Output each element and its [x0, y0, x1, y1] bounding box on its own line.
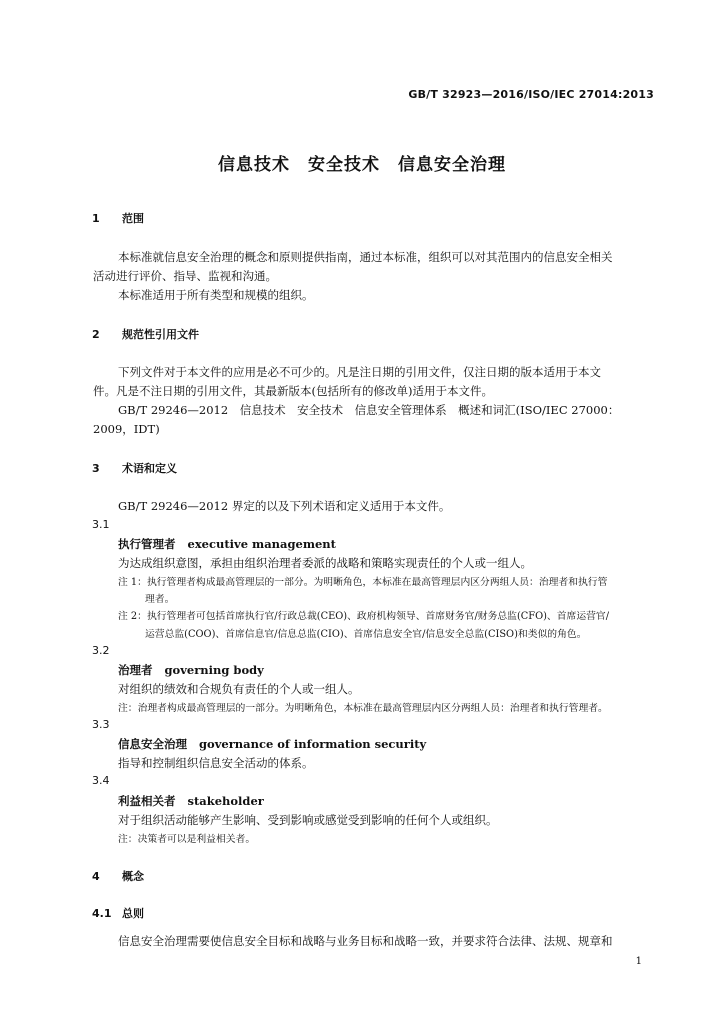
section-2-paragraph-1-line-2: 件。凡是不注日期的引用文件，其最新版本(包括所有的修改单)适用于本文件。	[93, 384, 493, 398]
section-title: 概念	[122, 870, 144, 883]
normative-reference-line-1: GB/T 29246—2012 信息技术 安全技术 信息安全管理体系 概述和词汇(ISO/IEC 27000：	[118, 403, 620, 417]
term-heading	[118, 736, 426, 752]
section-4-1-paragraph-line-1: 信息安全治理需要使信息安全目标和战略与业务目标和战略一致，并要求符合法律、法规、规章和	[118, 934, 613, 948]
term-chinese: 信息安全治理	[118, 737, 187, 751]
term-note-1-line-2: 理者。	[145, 594, 175, 605]
section-title: 规范性引用文件	[122, 328, 199, 341]
term-chinese: 利益相关者	[118, 794, 176, 808]
term-heading	[118, 662, 264, 678]
section-number: 2	[92, 328, 100, 341]
subsection-4-1-heading	[92, 905, 144, 921]
section-3-intro: GB/T 29246—2012 界定的以及下列术语和定义适用于本文件。	[118, 499, 451, 513]
section-1-paragraph-2: 本标准适用于所有类型和规模的组织。	[118, 288, 314, 302]
term-number: 3.1	[92, 518, 110, 531]
subsection-number: 4.1	[92, 907, 112, 920]
term-note: 注：决策者可以是利益相关者。	[118, 834, 256, 845]
term-note-2-line-2: 运营总监(COO)、首席信息官/信息总监(CIO)、首席信息安全官/信息安全总监(CISO)和类似的角色。	[145, 629, 587, 640]
term-heading	[118, 536, 336, 552]
section-1-heading	[92, 210, 144, 226]
section-1-paragraph-1-line-2: 活动进行评价、指导、监视和沟通。	[93, 269, 277, 283]
term-english: executive management	[187, 537, 336, 551]
section-2-paragraph-1-line-1: 下列文件对于本文件的应用是必不可少的。凡是注日期的引用文件，仅注日期的版本适用于本文	[118, 365, 601, 379]
term-definition: 对于组织活动能够产生影响、受到影响或感觉受到影响的任何个人或组织。	[118, 813, 498, 827]
term-english: governing body	[164, 663, 264, 677]
term-number: 3.2	[92, 644, 110, 657]
section-title: 术语和定义	[122, 462, 177, 475]
section-3-heading	[92, 460, 177, 476]
term-chinese: 治理者	[118, 663, 153, 677]
section-4-heading	[92, 868, 144, 884]
section-number: 4	[92, 870, 100, 883]
standard-number: GB/T 32923—2016/ISO/IEC 27014:2013	[408, 88, 654, 101]
term-english: stakeholder	[187, 794, 264, 808]
page-number: 1	[635, 956, 642, 967]
term-definition: 对组织的绩效和合规负有责任的个人或一组人。	[118, 682, 360, 696]
section-title: 范围	[122, 212, 144, 225]
term-note-2-line-1: 注 2：执行管理者可包括首席执行官/行政总裁(CEO)、政府机构领导、首席财务官/财务总监(CFO)、首席运营官/	[118, 611, 610, 622]
term-chinese: 执行管理者	[118, 537, 176, 551]
term-note-1-line-1: 注 1：执行管理者构成最高管理层的一部分。为明晰角色，本标准在最高管理层内区分两组人员：治理者和执行管	[118, 577, 608, 588]
term-heading	[118, 793, 264, 809]
term-number: 3.4	[92, 774, 110, 787]
normative-reference-line-2: 2009，IDT)	[93, 422, 160, 436]
term-note: 注：治理者构成最高管理层的一部分。为明晰角色，本标准在最高管理层内区分两组人员：治理者和执行管理者。	[118, 703, 608, 714]
document-title: 信息技术 安全技术 信息安全治理	[218, 155, 506, 175]
term-english: governance of information security	[199, 737, 427, 751]
term-number: 3.3	[92, 718, 110, 731]
section-2-heading	[92, 326, 199, 342]
term-definition: 为达成组织意图，承担由组织治理者委派的战略和策略实现责任的个人或一组人。	[118, 556, 532, 570]
subsection-title: 总则	[122, 907, 144, 920]
section-1-paragraph-1-line-1: 本标准就信息安全治理的概念和原则提供指南，通过本标准，组织可以对其范围内的信息安全相关	[118, 250, 613, 264]
term-definition: 指导和控制组织信息安全活动的体系。	[118, 756, 314, 770]
section-number: 3	[92, 462, 100, 475]
section-number: 1	[92, 212, 100, 225]
